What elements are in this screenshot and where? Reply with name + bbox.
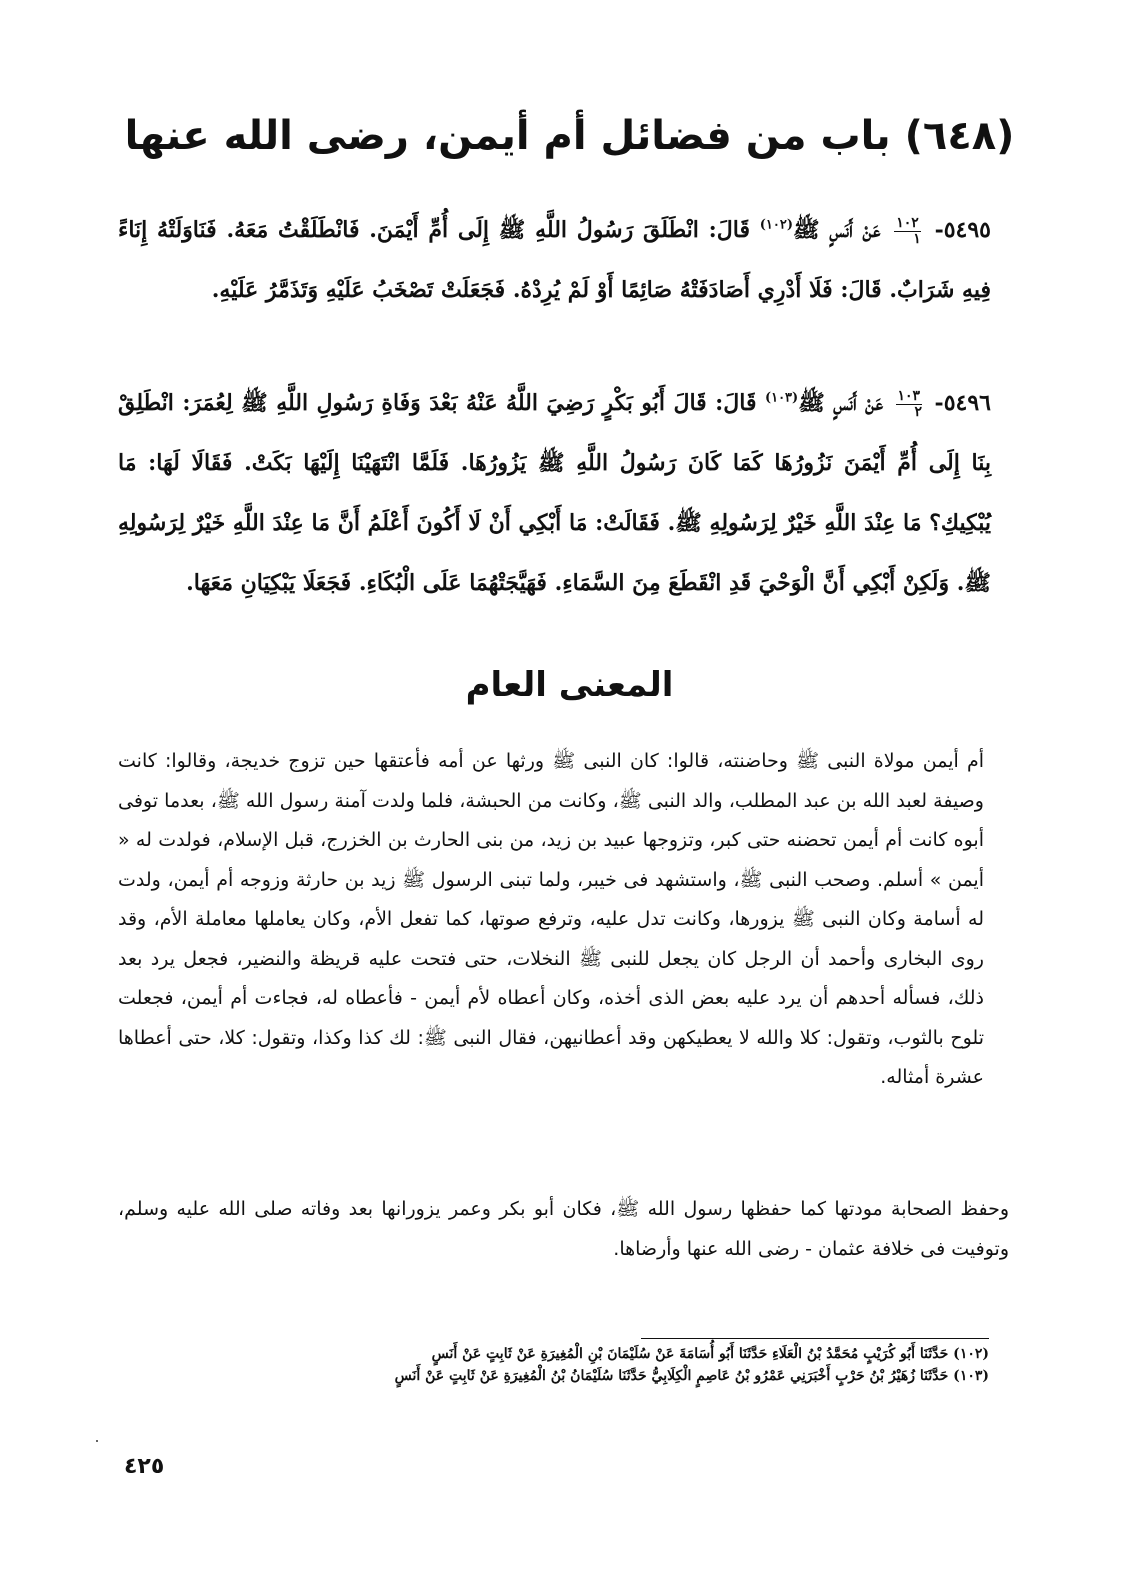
fraction-bottom: ٢: [914, 403, 923, 420]
footnote-ref: (١٠٢): [759, 217, 794, 233]
fraction-top: ١٠٣: [897, 387, 921, 404]
hadith-fraction: [896, 389, 923, 420]
section-title: المعنى العام: [465, 665, 674, 705]
page-number: ٤٢٥: [124, 1454, 165, 1479]
hadith-text: قَالَ: انْطَلَقَ رَسُولُ اللَّهِ ﷺ إِلَى أُمِّ أَيْمَنَ. فَانْطَلَقْتُ مَعَهُ. فَنَاوَلَتْهُ إِنَاءً فِيهِ شَرَابٌ. قَالَ: فَلَا أَدْرِي أَصَادَفَتْهُ صَائِمًا أَوْ لَمْ يُرِدْهُ. فَجَعَلَتْ تَصْخَبُ عَلَيْهِ وَتَذَمَّرُ عَلَيْهِ.: [118, 217, 991, 303]
hadith-5496: [118, 373, 991, 643]
footnote-ref: (١٠٣): [764, 390, 799, 406]
hadith-fraction: [894, 216, 921, 247]
footnote-102: (١٠٢) حَدَّثَنَا أَبُو كُرَيْبٍ مُحَمَّدُ بْنُ الْعَلَاءِ حَدَّثَنَا أَبُو أُسَامَةَ عَنْ سُلَيْمَانَ بْنِ الْمُغِيرَةِ عَنْ ثَابِتٍ عَنْ أَنَسٍ: [431, 1346, 989, 1362]
hadith-5495: [118, 200, 991, 375]
footnotes: [140, 1343, 989, 1387]
body-paragraph: وحفظ الصحابة مودتها كما حفظها رسول الله ﷺ، فكان أبو بكر وعمر يزورانها بعد وفاته صلى الله عليه وسلم، وتوفيت فى خلافة عثمان - رضى الله عنها وأرضاها.: [118, 1198, 1009, 1260]
footnote-divider: [641, 1338, 989, 1339]
body-paragraph: أم أيمن مولاة النبى ﷺ وحاضنته، قالوا: كان النبى ﷺ ورثها عن أمه فأعتقها حين تزوج خديجة، وقالوا: كانت وصيفة لعبد الله بن عبد المطلب، والد النبى ﷺ، وكانت من الحبشة، فلما ولدت آمنة رسول الله ﷺ، بعدما توفى أبوه كانت أم أيمن تحضنه حتى كبر، وتزوجها عبيد بن زيد، من بنى الحارث بن الخزرج، قبل الإسلام، فولدت له « أيمن » أسلم. وصحب النبى ﷺ، واستشهد فى خيبر، ولما تبنى الرسول ﷺ زيد بن حارثة وزوجه أم أيمن، ولدت له أسامة وكان النبى ﷺ يزورها، وكانت تدل عليه، وترفع صوتها، كما تفعل الأم، وكان يعاملها معاملة الأم، وقد روى البخارى وأحمد أن الرجل كان يجعل للنبى ﷺ النخلات، حتى فتحت عليه قريظة والنضير، فجعل يرد بعد ذلك، فسأله أحدهم أن يرد عليه بعض الذى أخذه، وكان أعطاه لأم أيمن - فأعطاه له، فجاءت أم أيمن، فجعلت تلوح بالثوب، وتقول: كلا والله لا يعطيكهن وقد أعطانيهن، فقال النبى ﷺ: لك كذا وكذا، وتقول: كلا، حتى أعطاها عشرة أمثاله.: [118, 750, 984, 1088]
scan-dot: [96, 1440, 98, 1442]
hadith-number: ٥٤٩٦-: [934, 390, 991, 416]
fraction-top: ١٠٢: [896, 214, 919, 231]
footnote-103: (١٠٣) حَدَّثَنَا زُهَيْرُ بْنُ حَرْبٍ أَخْبَرَنِي عَمْرُو بْنُ عَاصِمٍ الْكِلَابِيُّ حَدَّثَنَا سُلَيْمَانُ بْنُ الْمُغِيرَةِ عَنْ ثَابِتٍ عَنْ أَنَسٍ: [394, 1368, 989, 1384]
hadith-narrator: عَنْ أَنَسٍ ﷺ: [798, 390, 884, 416]
hadith-narrator: عَنْ أَنَسٍ ﷺ: [793, 217, 881, 243]
chapter-title: (٦٤٨) باب من فضائل أم أيمن، رضى الله عنها: [124, 113, 1015, 159]
hadith-number: ٥٤٩٥-: [934, 217, 991, 243]
hadith-text: قَالَ: قَالَ أَبُو بَكْرٍ رَضِيَ اللَّهُ عَنْهُ بَعْدَ وَفَاةِ رَسُولِ اللَّهِ ﷺ لِعُمَرَ: انْطَلِقْ بِنَا إِلَى أُمِّ أَيْمَنَ نَزُورُهَا كَمَا كَانَ رَسُولُ اللَّهِ ﷺ يَزُورُهَا. فَلَمَّا انْتَهَيْنَا إِلَيْهَا بَكَتْ. فَقَالَا لَهَا: مَا يُبْكِيكِ؟ مَا عِنْدَ اللَّهِ خَيْرٌ لِرَسُولِهِ ﷺ. فَقَالَتْ: مَا أَبْكِي أَنْ لَا أَكُونَ أَعْلَمُ أَنَّ مَا عِنْدَ اللَّهِ خَيْرٌ لِرَسُولِهِ ﷺ. وَلَكِنْ أَبْكِي أَنَّ الْوَحْيَ قَدِ انْقَطَعَ مِنَ السَّمَاءِ. فَهَيَّجَتْهُمَا عَلَى الْبُكَاءِ. فَجَعَلَا يَبْكِيَانِ مَعَهَا.: [118, 390, 991, 596]
fraction-bottom: ١: [913, 230, 921, 247]
